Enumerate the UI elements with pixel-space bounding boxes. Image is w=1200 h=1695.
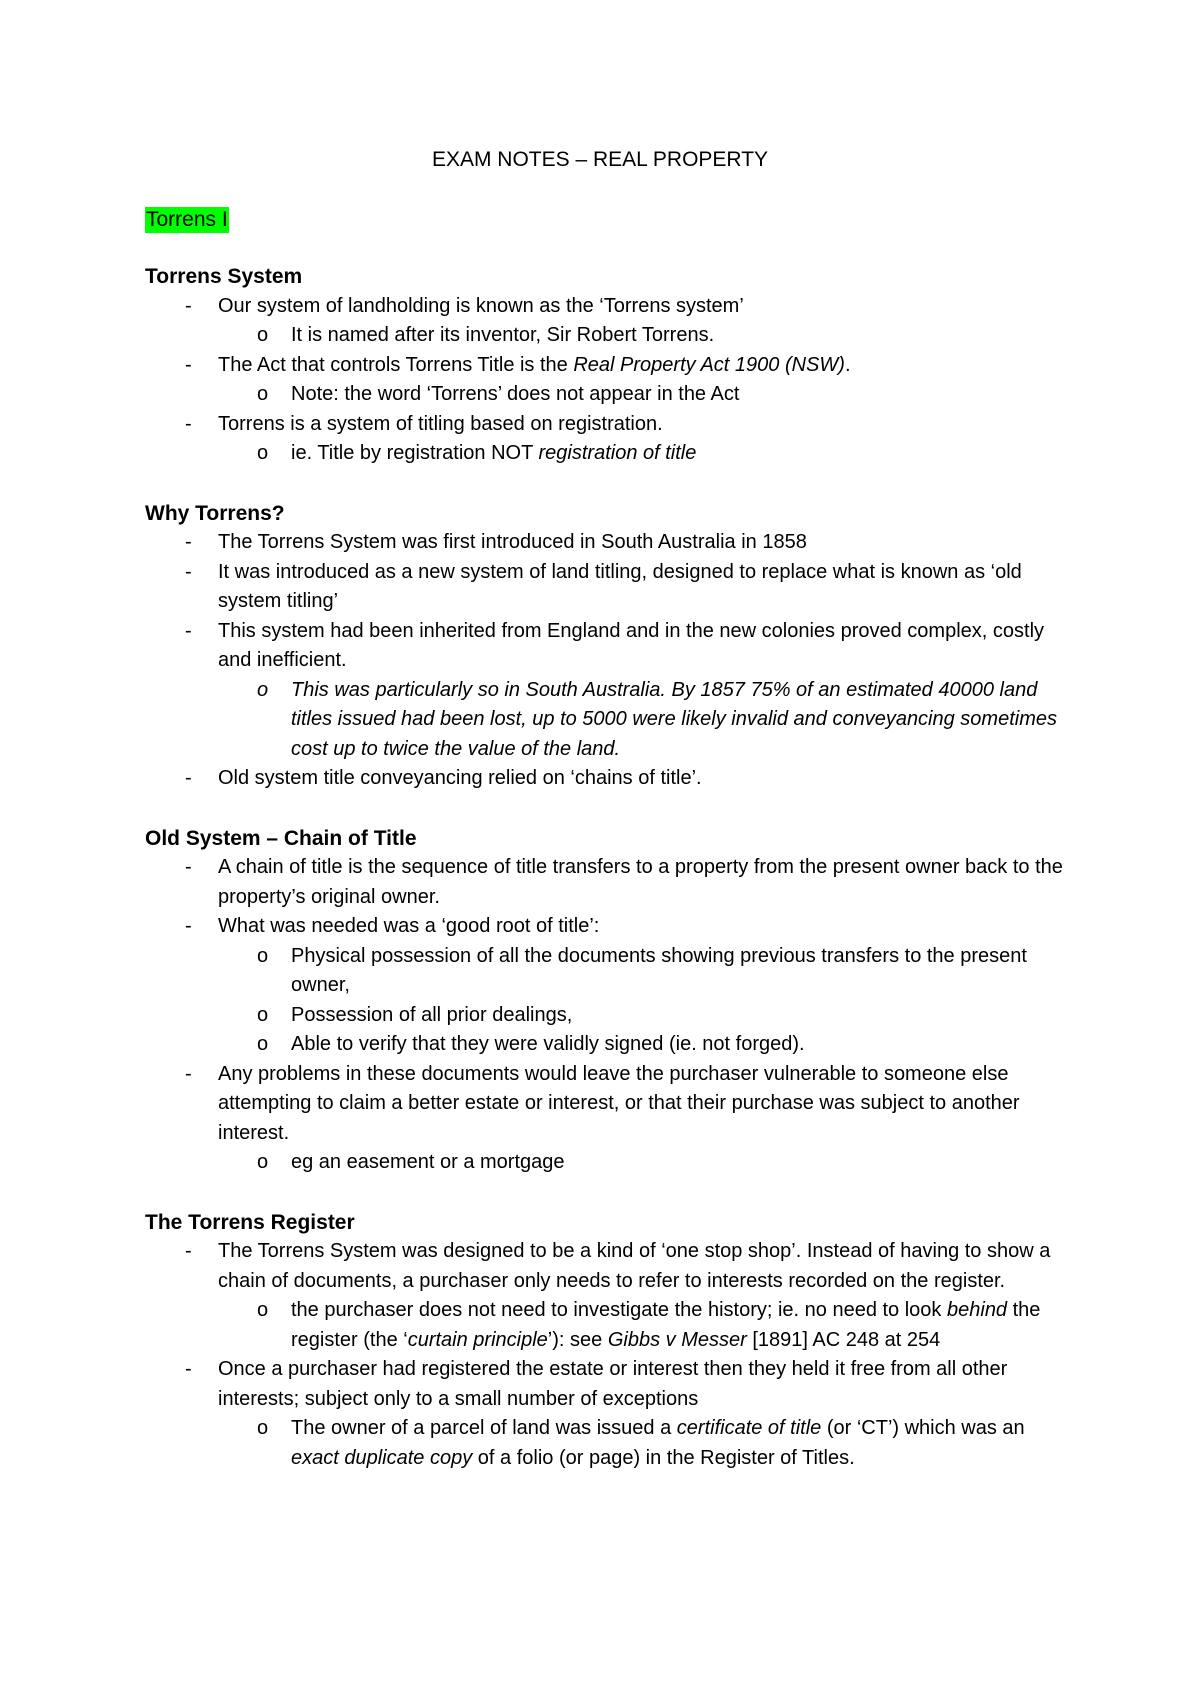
list-item: - It was introduced as a new system of land titling, designed to replace what is known as ‘old system titling’ bbox=[145, 558, 1075, 617]
sub-list-item: o It is named after its inventor, Sir Robert Torrens. bbox=[145, 321, 1075, 351]
list-item: - Our system of landholding is known as the ‘Torrens system’ bbox=[145, 292, 1075, 322]
text-run: ’): see bbox=[547, 1328, 608, 1351]
italic-text: registration of title bbox=[538, 442, 697, 464]
list-item: - Old system title conveyancing relied on ‘chains of title’. bbox=[145, 764, 1075, 794]
text-run: The owner of a parcel of land was issued a bbox=[291, 1417, 677, 1439]
italic-text: curtain principle bbox=[407, 1328, 548, 1351]
heading-torrens-register: The Torrens Register bbox=[145, 1210, 355, 1234]
sub-list-item: o Physical possession of all the documents showing previous transfers to the present owner, bbox=[145, 942, 1075, 1001]
text-run: [1891] AC 248 at 254 bbox=[746, 1328, 941, 1351]
list-item: - What was needed was a ‘good root of title’: bbox=[145, 912, 1075, 942]
heading-old-system: Old System – Chain of Title bbox=[145, 826, 417, 850]
heading-torrens-system: Torrens System bbox=[145, 265, 303, 288]
italic-text: behind bbox=[947, 1299, 1008, 1321]
text-run: The Act that controls Torrens Title is the bbox=[218, 353, 574, 376]
text-run: of a folio (or page) in the Register of Titles. bbox=[472, 1446, 855, 1469]
sub-list-item bbox=[145, 1414, 1075, 1473]
list-item: - Any problems in these documents would leave the purchaser vulnerable to someone else attempting to claim a better estate or interest, or that their purchase was subject to another interest. bbox=[145, 1060, 1075, 1149]
text-run: the register (the ‘ bbox=[291, 1299, 1041, 1351]
text-run: . bbox=[844, 353, 851, 376]
act-title: Real Property Act 1900 (NSW) bbox=[573, 353, 845, 376]
list-item: - The Torrens System was first introduced in South Australia in 1858 bbox=[145, 528, 1075, 558]
text-run: (or ‘CT’) which was an bbox=[821, 1417, 1025, 1439]
sub-list-item: o eg an easement or a mortgage bbox=[145, 1148, 1075, 1178]
document-title: EXAM NOTES – REAL PROPERTY bbox=[431, 148, 769, 171]
list-item: - This system had been inherited from England and in the new colonies proved complex, costly and inefficient. bbox=[145, 617, 1075, 676]
italic-text: exact duplicate copy bbox=[291, 1446, 473, 1469]
sub-list-item: o Possession of all prior dealings, bbox=[145, 1001, 1075, 1031]
list-item: - Torrens is a system of titling based on registration. bbox=[145, 410, 1075, 440]
text-run: the purchaser does not need to investigate the history; ie. no need to look bbox=[291, 1299, 947, 1321]
sub-list-item: o Able to verify that they were validly signed (ie. not forged). bbox=[145, 1030, 1075, 1060]
sub-list-item bbox=[145, 439, 1075, 469]
highlighted-section-tag: Torrens I bbox=[146, 208, 228, 231]
document-body bbox=[145, 262, 1075, 1473]
list-item: - The Torrens System was designed to be a kind of ‘one stop shop’. Instead of having to show a chain of documents, a purchaser only needs to refer to interests recorded on the register. bbox=[145, 1237, 1075, 1296]
text-run: ie. Title by registration NOT bbox=[291, 442, 539, 464]
sub-list-item: o This was particularly so in South Australia. By 1857 75% of an estimated 40000 land titles issued had been lost, up to 5000 were likely invalid and conveyancing sometimes cost up to twice the value of the land. bbox=[145, 676, 1075, 765]
list-item: - Once a purchaser had registered the estate or interest then they held it free from all other interests; subject only to a small number of exceptions bbox=[145, 1355, 1075, 1414]
sub-list-item bbox=[145, 1296, 1075, 1355]
list-item bbox=[145, 351, 1075, 381]
sub-list-item: o Note: the word ‘Torrens’ does not appear in the Act bbox=[145, 380, 1075, 410]
italic-text: certificate of title bbox=[676, 1417, 822, 1439]
heading-why-torrens: Why Torrens? bbox=[145, 501, 285, 525]
case-name: Gibbs v Messer bbox=[607, 1328, 747, 1351]
list-item: - A chain of title is the sequence of title transfers to a property from the present owner back to the property’s original owner. bbox=[145, 853, 1075, 912]
